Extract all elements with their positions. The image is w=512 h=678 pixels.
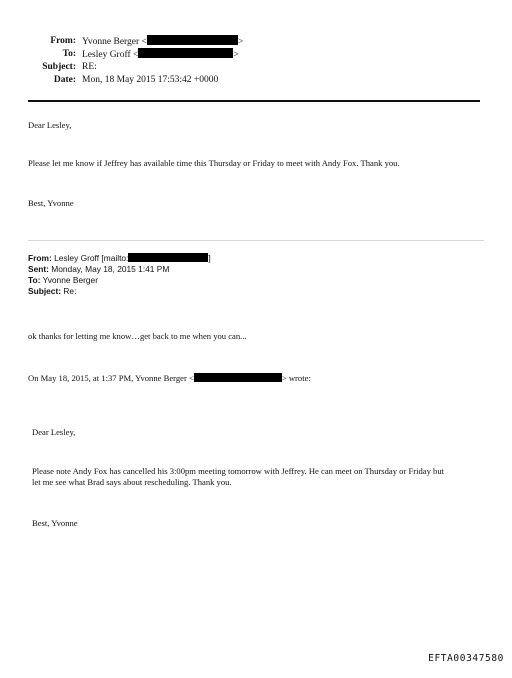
forward-divider bbox=[28, 240, 484, 241]
redaction-bar bbox=[194, 373, 282, 382]
forwarded-to-label: To: bbox=[28, 275, 41, 285]
forwarded-from-end: ] bbox=[208, 253, 211, 263]
forwarded-sent-row bbox=[28, 264, 169, 274]
header-from-end: > bbox=[237, 37, 244, 47]
header-divider bbox=[28, 100, 480, 102]
header-to-value bbox=[82, 48, 239, 61]
document-id: EFTA00347580 bbox=[428, 653, 504, 664]
message1-signoff: Best, Yvonne bbox=[28, 198, 74, 208]
header-from-value bbox=[82, 35, 243, 48]
forwarded-to-value: Yvonne Berger bbox=[42, 275, 98, 285]
forwarded-subject-row bbox=[28, 286, 76, 296]
quote-intro-end: > wrote: bbox=[281, 373, 311, 383]
forwarded-from-label: From: bbox=[28, 253, 52, 263]
header-to-text: Lesley Groff < bbox=[82, 50, 139, 60]
redaction-bar bbox=[138, 48, 233, 58]
header-date-value: Mon, 18 May 2015 17:53:42 +0000 bbox=[82, 75, 219, 85]
header-subject-value: RE: bbox=[82, 62, 97, 72]
header-from-label: From: bbox=[50, 36, 76, 46]
message3-signoff: Best, Yvonne bbox=[32, 518, 78, 528]
header-to-end: > bbox=[233, 50, 239, 60]
header-from-text: Yvonne Berger < bbox=[82, 37, 147, 47]
forwarded-subject-value: Re: bbox=[63, 286, 77, 296]
message1-body: Please let me know if Jeffrey has available time this Thursday or Friday to meet with Andy Fox. Thank you. bbox=[28, 158, 400, 168]
forwarded-from-text: Lesley Groff [mailto: bbox=[54, 253, 129, 263]
message3-body-line1: Please note Andy Fox has cancelled his 3:00pm meeting tomorrow with Jeffrey. He can meet on Thursday or Friday but bbox=[32, 466, 445, 476]
message1-greeting: Dear Lesley, bbox=[28, 120, 72, 130]
message3-greeting: Dear Lesley, bbox=[32, 427, 76, 437]
forwarded-to-row bbox=[28, 275, 98, 285]
message2-body: ok thanks for letting me know…get back to me when you can... bbox=[28, 331, 247, 341]
forwarded-sent-label: Sent: bbox=[28, 264, 49, 274]
forwarded-subject-label: Subject: bbox=[28, 286, 62, 296]
message3-body-line2: let me see what Brad says about rescheduling. Thank you. bbox=[32, 477, 232, 487]
forwarded-from-row bbox=[28, 253, 211, 263]
message2-quote-intro bbox=[28, 373, 311, 384]
forwarded-sent-value: Monday, May 18, 2015 1:41 PM bbox=[51, 264, 170, 274]
quote-intro-text: On May 18, 2015, at 1:37 PM, Yvonne Berger < bbox=[28, 373, 194, 383]
header-to-label: To: bbox=[62, 49, 76, 59]
redaction-bar bbox=[147, 35, 238, 45]
redaction-bar bbox=[128, 253, 211, 263]
header-subject-label: Subject: bbox=[42, 62, 76, 72]
header-date-label: Date: bbox=[53, 75, 76, 85]
